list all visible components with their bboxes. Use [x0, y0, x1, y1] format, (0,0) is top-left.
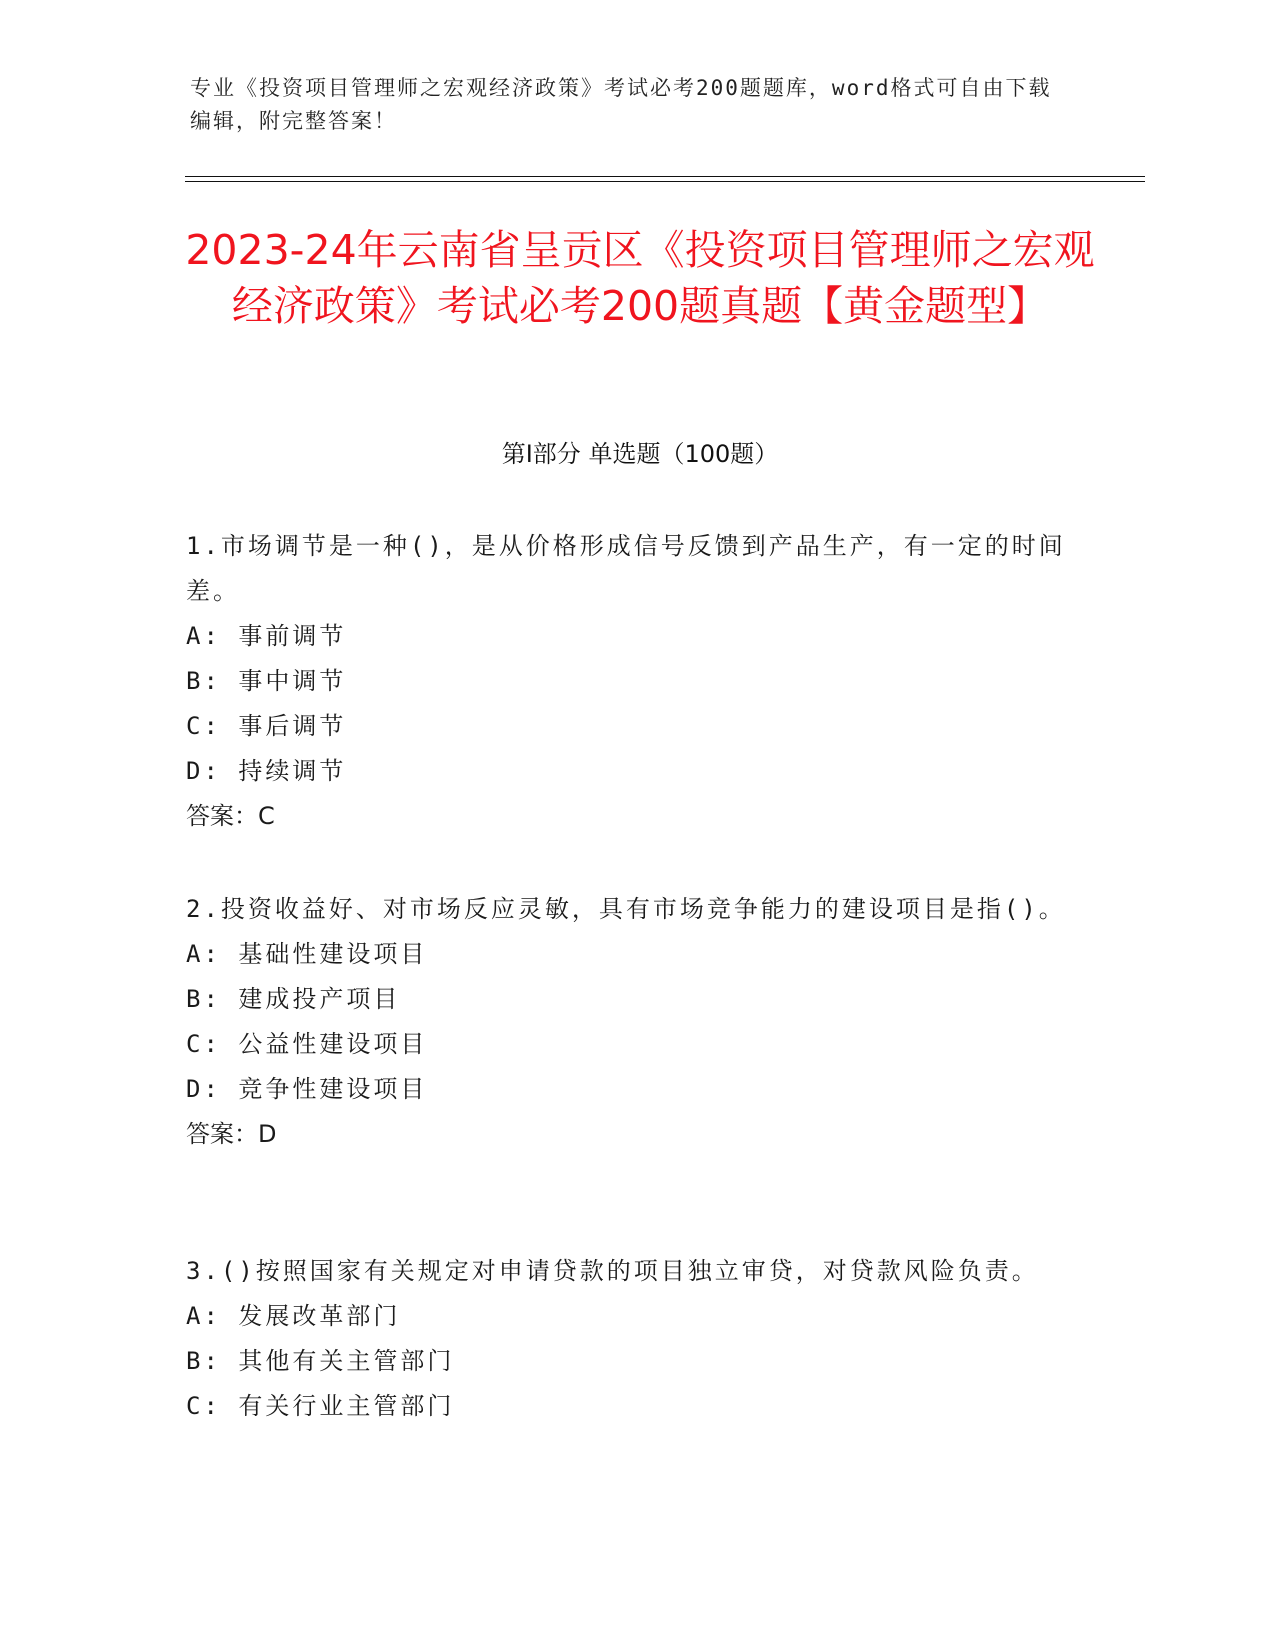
option-c: C: 事后调节: [186, 712, 347, 740]
answer: 答案：C: [186, 802, 275, 830]
option-a: A: 发展改革部门: [186, 1302, 401, 1330]
option-d: D: 竞争性建设项目: [186, 1075, 428, 1103]
header-rule-top: [185, 176, 1145, 177]
option-a: A: 基础性建设项目: [186, 940, 428, 968]
option-b: B: 事中调节: [186, 667, 347, 695]
option-c: C: 公益性建设项目: [186, 1030, 428, 1058]
option-b: B: 其他有关主管部门: [186, 1347, 455, 1375]
document-title: 2023-24年云南省呈贡区《投资项目管理师之宏观经济政策》考试必考200题真题【黄金题型】: [185, 226, 1095, 330]
header-note: 专业《投资项目管理师之宏观经济政策》考试必考200题题库，word格式可自由下载编辑，附完整答案！: [190, 76, 1052, 133]
option-b: B: 建成投产项目: [186, 985, 401, 1013]
question-stem: 1.市场调节是一种()，是从价格形成信号反馈到产品生产，有一定的时间差。: [186, 532, 1066, 605]
question-stem: 2.投资收益好、对市场反应灵敏，具有市场竞争能力的建设项目是指()。: [186, 895, 1066, 923]
question-3: [186, 1249, 1066, 1429]
header-rule-bottom: [185, 181, 1145, 182]
option-a: A: 事前调节: [186, 622, 347, 650]
section-heading: 第Ⅰ部分 单选题（100题）: [501, 440, 779, 468]
question-stem: 3.()按照国家有关规定对申请贷款的项目独立审贷，对贷款风险负责。: [186, 1257, 1039, 1285]
question-1: [186, 524, 1066, 839]
option-d: D: 持续调节: [186, 757, 347, 785]
question-2: [186, 887, 1066, 1157]
answer: 答案：D: [186, 1120, 277, 1148]
option-c: C: 有关行业主管部门: [186, 1392, 455, 1420]
